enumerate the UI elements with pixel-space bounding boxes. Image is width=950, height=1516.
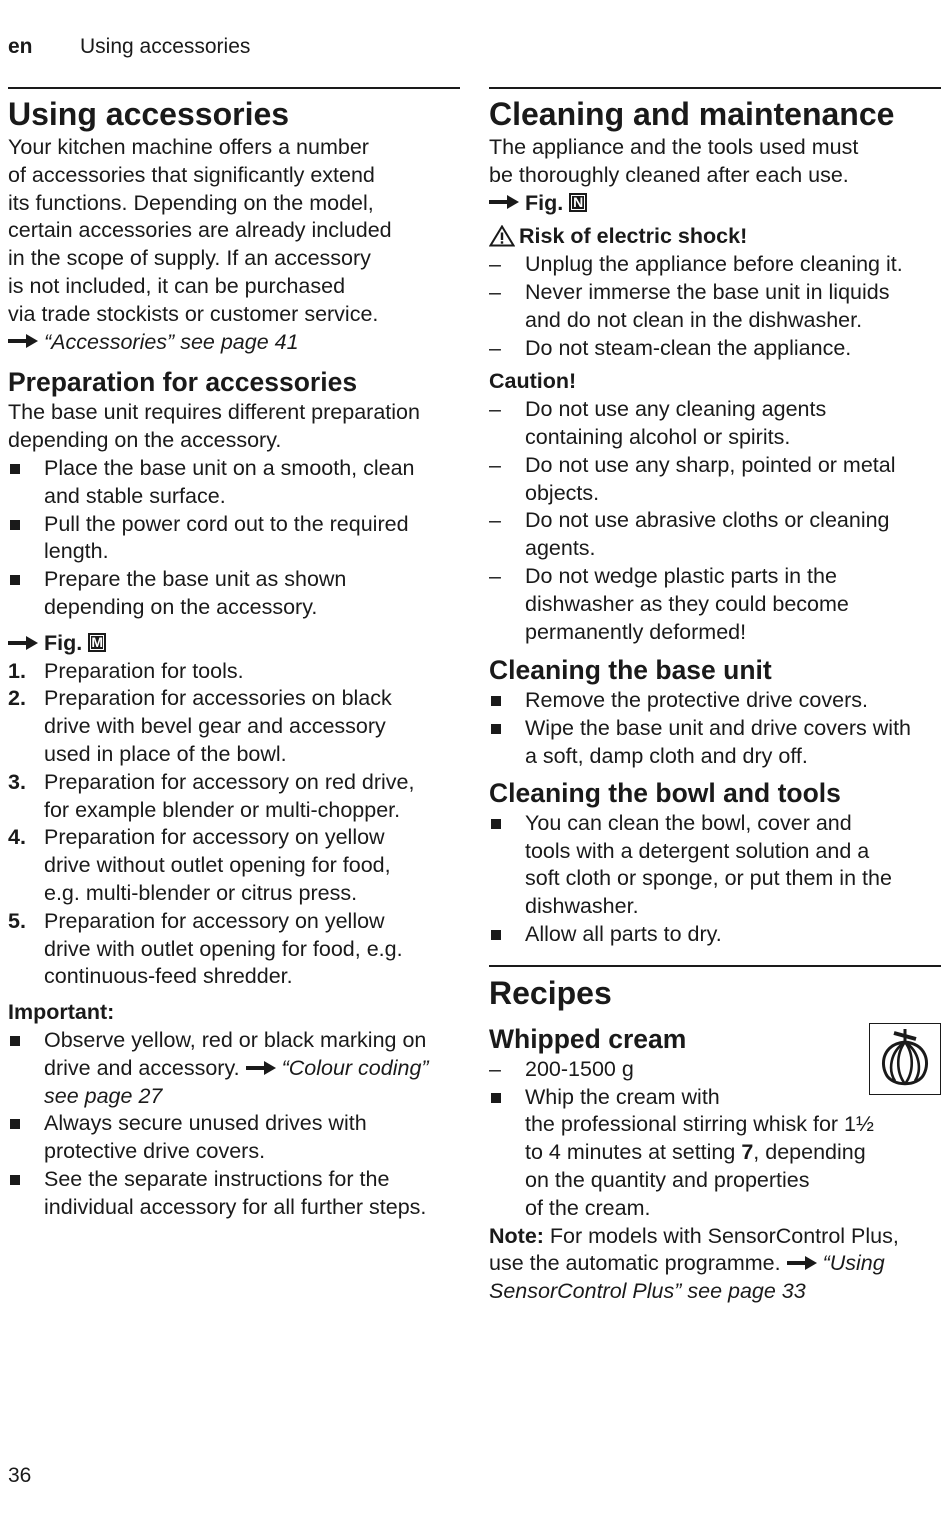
page-header <box>8 34 250 60</box>
recipe-whipped-cream <box>489 1023 941 1306</box>
bullet-square-icon <box>491 930 501 940</box>
risk-list <box>489 251 941 362</box>
text-line: agents. <box>525 536 596 561</box>
warning-triangle-icon <box>489 225 515 247</box>
text-line: Do not use any cleaning agents <box>525 397 827 422</box>
heading-using-accessories: Using accessories <box>8 96 290 132</box>
list-item <box>8 1110 460 1166</box>
bullet-square-icon <box>10 575 20 585</box>
important-list <box>8 1027 460 1222</box>
arrow-right-icon <box>8 636 38 650</box>
warning-heading <box>489 223 941 251</box>
caution-label: Caution! <box>489 369 577 394</box>
list-item <box>8 685 460 768</box>
bowl-list <box>489 810 941 949</box>
arrow-right-icon <box>489 195 519 209</box>
list-item <box>8 1166 460 1222</box>
quantity-text: 200-1500 g <box>525 1056 634 1081</box>
list-item <box>8 566 460 622</box>
arrow-right-icon <box>787 1256 817 1270</box>
list-item <box>8 511 460 567</box>
list-item <box>8 455 460 511</box>
text-line: Do not use any sharp, pointed or metal <box>525 452 896 477</box>
heading-whipped-cream: Whipped cream <box>489 1023 687 1054</box>
list-item <box>489 1084 941 1223</box>
text-line: Do not steam-clean the appliance. <box>525 335 852 360</box>
text-line: depending on the accessory. <box>44 594 318 619</box>
text-line: dishwasher. <box>525 894 639 919</box>
list-item <box>8 658 460 686</box>
heading-recipes: Recipes <box>489 974 612 1011</box>
step-number: 1. <box>8 658 26 683</box>
dash-marker: – <box>489 452 501 477</box>
dash-marker: – <box>489 252 501 277</box>
page-number: 36 <box>8 1464 32 1487</box>
text-line: , depending <box>753 1140 866 1165</box>
text-line: You can clean the bowl, cover and <box>525 810 852 835</box>
text-line: Preparation for tools. <box>44 658 244 683</box>
text-line: Whip the cream with <box>525 1084 720 1109</box>
language-code: en <box>8 35 33 58</box>
text-line: Do not use abrasive cloths or cleaning <box>525 508 890 533</box>
intro-paragraph <box>8 134 460 356</box>
list-item <box>489 507 941 563</box>
reference-page[interactable]: see page 27 <box>44 1083 163 1108</box>
dash-marker: – <box>489 279 501 304</box>
text-line: its functions. Depending on the model, <box>8 190 374 215</box>
text-line: Never immerse the base unit in liquids <box>525 279 890 304</box>
text-line: drive with bevel gear and accessory <box>44 714 386 739</box>
text-line: drive with outlet opening for food, e.g. <box>44 936 403 961</box>
text-line: depending on the accessory. <box>8 428 282 453</box>
text-line: Pull the power cord out to the required <box>44 511 409 536</box>
right-column <box>489 87 941 1306</box>
text-line: via trade stockists or customer service. <box>8 301 379 326</box>
text-line: a soft, damp cloth and dry off. <box>525 743 808 768</box>
text-line: The appliance and the tools used must <box>489 135 859 159</box>
list-item <box>489 335 941 363</box>
figure-label: Fig. <box>44 630 83 655</box>
step-number: 4. <box>8 825 26 850</box>
bullet-square-icon <box>10 1175 20 1185</box>
figure-letter-badge: M <box>88 633 106 652</box>
text-line: e.g. multi-blender or citrus press. <box>44 880 358 905</box>
list-item <box>489 687 941 715</box>
step-number: 5. <box>8 908 26 933</box>
list-item <box>8 1027 460 1110</box>
section-rule <box>489 87 941 89</box>
bullet-square-icon <box>491 819 501 829</box>
text-line: Allow all parts to dry. <box>525 921 722 946</box>
dash-marker: – <box>489 335 501 360</box>
list-item <box>489 251 941 279</box>
text-line: Your kitchen machine offers a number <box>8 135 369 159</box>
note-label: Note: <box>489 1223 544 1248</box>
list-item <box>489 279 941 335</box>
text-line: objects. <box>525 480 600 505</box>
text-line: See the separate instructions for the <box>44 1166 390 1191</box>
text-line: is not included, it can be purchased <box>8 273 346 298</box>
bullet-square-icon <box>491 724 501 734</box>
text-line: Remove the protective drive covers. <box>525 688 868 713</box>
text-line: be thoroughly cleaned after each use. <box>489 162 849 187</box>
list-item <box>8 824 460 907</box>
text-line: in the scope of supply. If an accessory <box>8 246 371 271</box>
list-item <box>489 810 941 921</box>
text-line: Preparation for accessory on red drive, <box>44 769 415 794</box>
text-line: individual accessory for all further steps. <box>44 1194 427 1219</box>
text-line: on the quantity and properties <box>525 1167 810 1192</box>
bullet-square-icon <box>10 520 20 530</box>
text-line: length. <box>44 539 109 564</box>
reference-colour-coding[interactable]: “Colour coding” <box>281 1055 429 1080</box>
text-line: use the automatic programme. <box>489 1251 781 1276</box>
cream-list <box>489 1056 941 1223</box>
text-line: permanently deformed! <box>525 619 747 644</box>
text-line: of the cream. <box>525 1195 651 1220</box>
list-item <box>489 921 941 949</box>
list-item <box>489 563 941 646</box>
important-label: Important: <box>8 1000 115 1025</box>
step-number: 3. <box>8 769 26 794</box>
dash-marker: – <box>489 397 501 422</box>
bullet-square-icon <box>10 1119 20 1129</box>
text-line: and stable surface. <box>44 483 226 508</box>
text-line: Prepare the base unit as shown <box>44 567 347 592</box>
text-line: Unplug the appliance before cleaning it. <box>525 252 903 277</box>
text-line: containing alcohol or spirits. <box>525 424 791 449</box>
text-line: Wipe the base unit and drive covers with <box>525 716 912 741</box>
setting-value: 7 <box>741 1140 754 1165</box>
text-line: Do not wedge plastic parts in the <box>525 563 837 588</box>
step-number: 2. <box>8 686 26 711</box>
reference-sensorcontrol-page[interactable]: SensorControl Plus” see page 33 <box>489 1279 806 1304</box>
steps-list <box>8 658 460 992</box>
text-line: Preparation for accessory on yellow <box>44 825 385 850</box>
bullet-square-icon <box>10 1036 20 1046</box>
bullet-square-icon <box>10 464 20 474</box>
reference-accessories[interactable]: “Accessories” see page 41 <box>44 329 299 354</box>
arrow-right-icon <box>8 334 38 348</box>
list-item <box>489 715 941 771</box>
text-line: Preparation for accessories on black <box>44 686 392 711</box>
caution-list <box>489 396 941 646</box>
text-line: Observe yellow, red or black marking on <box>44 1027 427 1052</box>
dash-marker: – <box>489 563 501 588</box>
text-line: dishwasher as they could become <box>525 591 849 616</box>
text-line: certain accessories are already included <box>8 218 392 243</box>
arrow-right-icon <box>246 1061 276 1075</box>
text-line: the professional stirring whisk for 1½ <box>525 1112 874 1137</box>
bullet-square-icon <box>491 696 501 706</box>
heading-cleaning-bowl: Cleaning the bowl and tools <box>489 777 841 808</box>
figure-reference[interactable] <box>489 190 941 218</box>
reference-sensorcontrol[interactable]: “Using <box>822 1251 885 1276</box>
text-line: of accessories that significantly extend <box>8 162 375 187</box>
heading-cleaning-base: Cleaning the base unit <box>489 655 772 686</box>
text-line: tools with a detergent solution and a <box>525 838 870 863</box>
heading-preparation: Preparation for accessories <box>8 367 358 398</box>
dash-marker: – <box>489 508 501 533</box>
note-paragraph <box>489 1223 941 1306</box>
list-item <box>489 396 941 452</box>
warning-text: Risk of electric shock! <box>519 224 748 249</box>
text-line: continuous-feed shredder. <box>44 964 293 989</box>
left-column <box>8 87 460 1221</box>
list-item <box>8 908 460 991</box>
text-line: Place the base unit on a smooth, clean <box>44 455 415 480</box>
bullet-square-icon <box>491 1093 501 1103</box>
text-line: used in place of the bowl. <box>44 741 287 766</box>
section-rule <box>8 87 460 89</box>
preparation-list <box>8 455 460 622</box>
text-line: Always secure unused drives with <box>44 1111 367 1136</box>
header-title: Using accessories <box>80 35 251 58</box>
text-line: protective drive covers. <box>44 1139 266 1164</box>
heading-cleaning-maintenance: Cleaning and maintenance <box>489 96 895 132</box>
text-line: for example blender or multi-chopper. <box>44 797 401 822</box>
figure-letter-badge: N <box>569 193 587 212</box>
text-line: to 4 minutes at setting <box>525 1140 736 1165</box>
figure-label: Fig. <box>525 190 564 215</box>
list-item <box>489 1056 941 1084</box>
list-item <box>8 769 460 825</box>
text-line: and do not clean in the dishwasher. <box>525 307 863 332</box>
text-line: The base unit requires different preparation <box>8 400 420 425</box>
dash-marker: – <box>489 1056 501 1081</box>
figure-reference[interactable] <box>8 630 460 658</box>
cross-reference[interactable] <box>8 329 460 357</box>
section-rule <box>489 965 941 967</box>
list-item <box>489 452 941 508</box>
text-line: soft cloth or sponge, or put them in the <box>525 866 892 891</box>
text-line: For models with SensorControl Plus, <box>543 1223 899 1248</box>
text-line: drive and accessory. <box>44 1055 240 1080</box>
text-line: drive without outlet opening for food, <box>44 853 391 878</box>
text-line: Preparation for accessory on yellow <box>44 908 385 933</box>
base-list <box>489 687 941 770</box>
